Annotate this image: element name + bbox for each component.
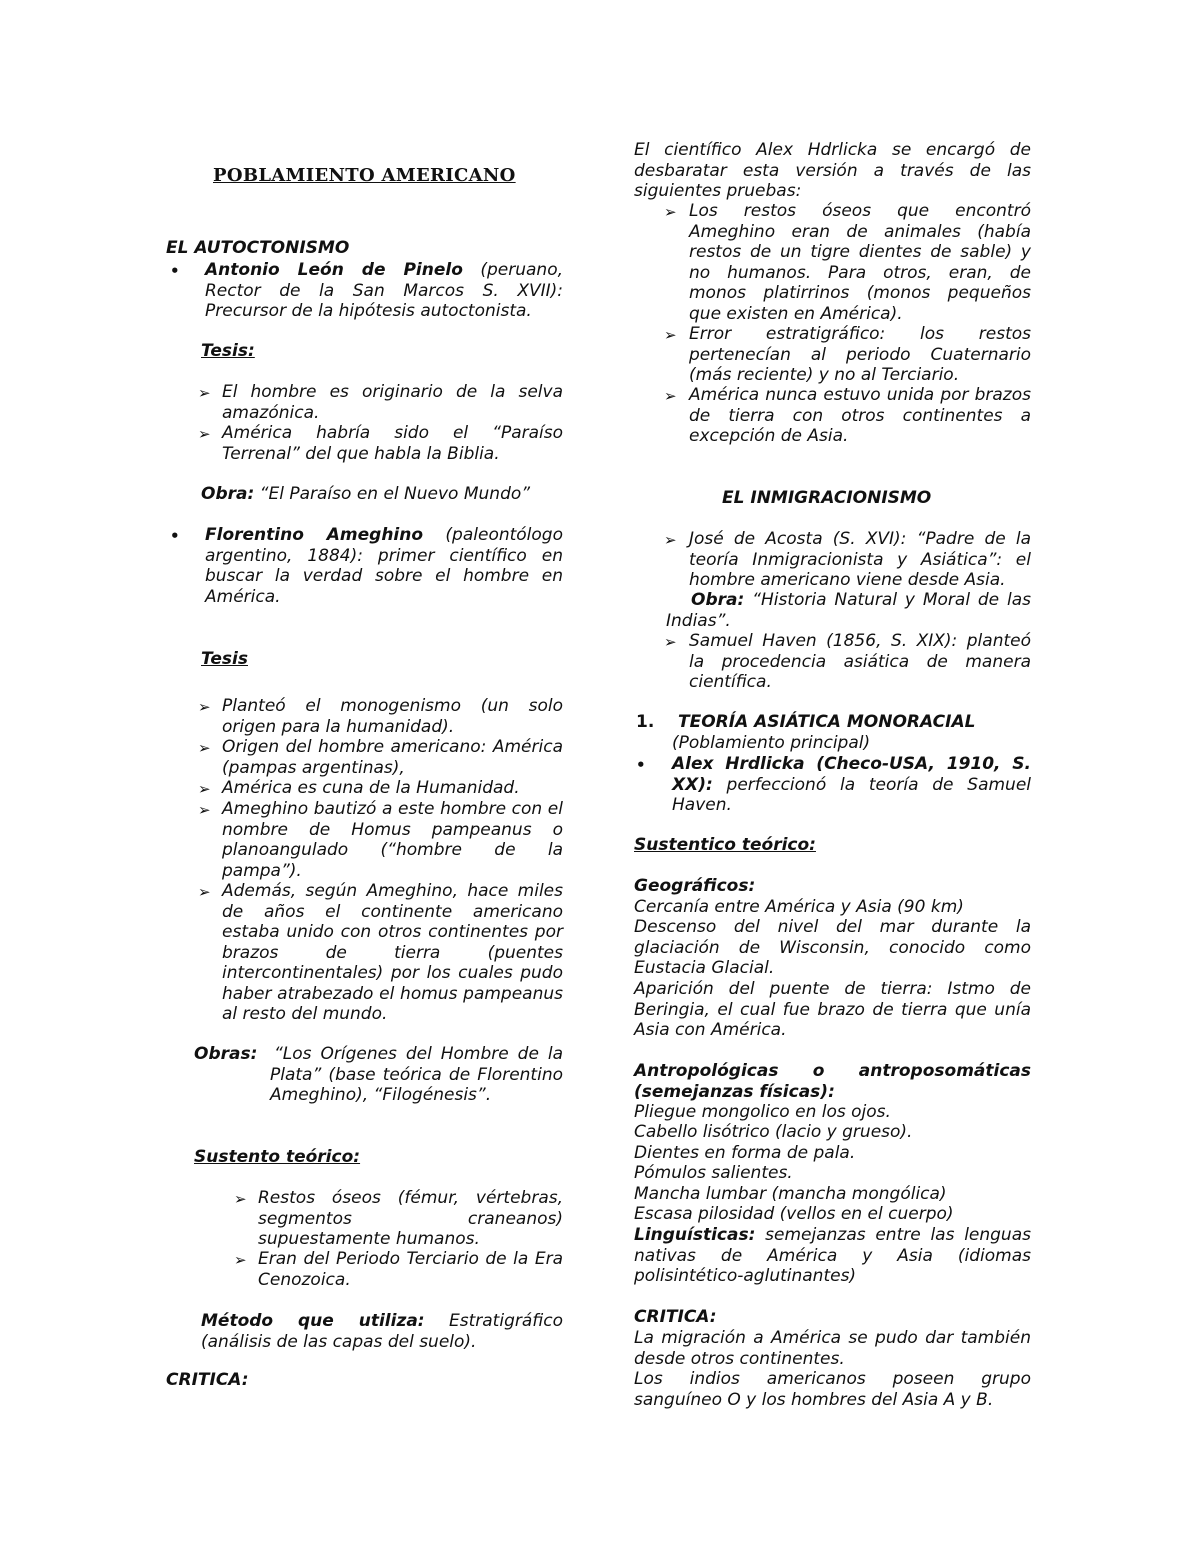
list-item: Ameghino bautizó a este hombre con el nombre de Homus pampeanus o planoangulado (“hombre de la pampa”). [222,799,563,881]
bullet-icon: • [170,262,180,280]
tesis2-label: Tesis [201,649,248,669]
acosta-obra-text: “Historia Natural y Moral de las Indias”. [666,590,1031,631]
list-item: América habría sido el “Paraíso Terrenal” del que habla la Biblia. [222,423,563,464]
critica-right-label: CRITICA: [634,1307,717,1327]
ling-text: semejanzas entre las lenguas nativas de América y Asia (idiomas polisintético-aglutinantes) [634,1225,1031,1286]
inmigracionismo-heading: EL INMIGRACIONISMO [722,488,932,508]
antro-line: Pómulos salientes. [634,1163,793,1183]
autoctonismo-heading: EL AUTOCTONISMO [166,238,350,258]
list-item: Origen del hombre americano: América (pampas argentinas), [222,737,563,778]
critica-line: La migración a América se pudo dar también desde otros continentes. [634,1328,1031,1369]
arrow-icon: ➢ [198,801,211,819]
pinelo-paragraph [205,260,563,322]
geo-line: Cercanía entre América y Asia (90 km) [634,897,964,917]
sustentico-label: Sustentico teórico: [634,835,816,855]
arrow-icon: ➢ [664,387,677,405]
list-item: Restos óseos (fémur, vértebras, segmentos craneanos) supuestamente humanos. [258,1188,563,1249]
hrdlicka-desc: perfeccionó la teoría de Samuel Haven. [672,774,1031,815]
hrdlicka-name: Alex Hrdlicka (Checo-USA, 1910, S. XX): [672,754,1031,795]
arrow-icon: ➢ [234,1190,247,1208]
list-item: Además, según Ameghino, hace miles de años el continente americano estaba unido con otros continentes por brazos de tierra (puentes intercontinentales) por los cuales pudo haber atrabezado el homus pampeanus al resto del mundo. [222,881,563,1024]
antro-line: Escasa pilosidad (vellos en el cuerpo) [634,1204,954,1224]
bullet-icon: • [636,756,646,774]
critica-left-label: CRITICA: [166,1370,249,1390]
arrow-icon: ➢ [664,203,677,221]
teoria-sub: (Poblamiento principal) [672,733,871,753]
pinelo-desc: (peruano, Rector de la San Marcos S. XVII): Precursor de la hipótesis autoctonista. [205,260,563,321]
ameghino-desc: (paleontólogo argentino, 1884): primer científico en buscar la verdad sobre el hombre en América. [205,525,563,607]
metodo-text: Estratigráfico (análisis de las capas del suelo). [201,1311,563,1352]
geo-line: Aparición del puente de tierra: Istmo de Beringia, el cual fue brazo de tierra que unía Asia con América. [634,979,1031,1040]
ameghino-paragraph [205,525,563,607]
list-item: El hombre es originario de la selva amazónica. [222,382,563,423]
arrow-icon: ➢ [198,739,211,757]
list-item: Planteó el monogenismo (un solo origen para la humanidad). [222,696,563,737]
arrow-icon: ➢ [234,1251,247,1269]
antro-label: Antropológicas o antroposomáticas (semejanzas físicas): [634,1061,1031,1102]
obra-line [201,484,563,505]
geo-line: Descenso del nivel del mar durante la glaciación de Wisconsin, conocido como Eustacia Glacial. [634,917,1031,978]
page-title: POBLAMIENTO AMERICANO [213,165,516,186]
geo-label: Geográficos: [634,876,756,896]
arrow-icon: ➢ [198,384,211,402]
arrow-icon: ➢ [198,883,211,901]
arrow-icon: ➢ [664,633,677,651]
list-item: Samuel Haven (1856, S. XIX): planteó la procedencia asiática de manera científica. [689,631,1031,692]
acosta-obra [666,590,1031,631]
arrow-icon: ➢ [198,698,211,716]
antro-line: Pliegue mongolico en los ojos. [634,1102,891,1122]
teoria-number: 1. [636,712,655,732]
arrow-icon: ➢ [664,531,677,549]
obras-label: Obras: [194,1044,258,1064]
arrow-icon: ➢ [198,780,211,798]
metodo-paragraph [201,1311,563,1352]
obra-label: Obra: [201,484,255,504]
tesis1-label: Tesis: [201,341,255,361]
obra-text: “El Paraíso en el Nuevo Mundo” [254,484,531,504]
antro-line: Dientes en forma de pala. [634,1143,856,1163]
antro-line: Cabello lisótrico (lacio y grueso). [634,1122,913,1142]
hrdlicka-paragraph [672,754,1031,816]
pinelo-name: Antonio León de Pinelo [205,260,463,280]
ameghino-name: Florentino Ameghino [205,525,424,545]
list-item: América es cuna de la Humanidad. [222,778,520,798]
list-item: Eran del Periodo Terciario de la Era Cenozoica. [258,1249,563,1290]
sustento-label: Sustento teórico: [194,1147,361,1167]
arrow-icon: ➢ [198,425,211,443]
list-item: América nunca estuvo unida por brazos de tierra con otros continentes a excepción de Asia. [689,385,1031,446]
acosta-obra-label: Obra: [691,590,745,610]
ling-paragraph [634,1225,1031,1287]
antro-line: Mancha lumbar (mancha mongólica) [634,1184,947,1204]
teoria-heading: TEORÍA ASIÁTICA MONORACIAL [678,712,976,732]
ling-label: Linguísticas: [634,1225,756,1245]
obras-text: “Los Orígenes del Hombre de la Plata” (base teórica de Florentino Ameghino), “Filogénesis”. [270,1044,563,1105]
metodo-label: Método que utiliza: [201,1311,425,1331]
list-item: José de Acosta (S. XVI): “Padre de la teoría Inmigracionista y Asiática”: el hombre americano viene desde Asia. [689,529,1031,590]
arrow-icon: ➢ [664,326,677,344]
list-item: Error estratigráfico: los restos pertenecían al periodo Cuaternario (más reciente) y no al Terciario. [689,324,1031,385]
intro-paragraph: El científico Alex Hdrlicka se encargó de desbaratar esta versión a través de las siguientes pruebas: [634,140,1031,201]
list-item: Los restos óseos que encontró Ameghino eran de animales (había restos de un tigre dientes de sable) y no humanos. Para otros, eran, de monos platirrinos (monos pequeños que existen en América). [689,201,1031,324]
critica-line: Los indios americanos poseen grupo sanguíneo O y los hombres del Asia A y B. [634,1369,1031,1410]
bullet-icon: • [170,527,180,545]
